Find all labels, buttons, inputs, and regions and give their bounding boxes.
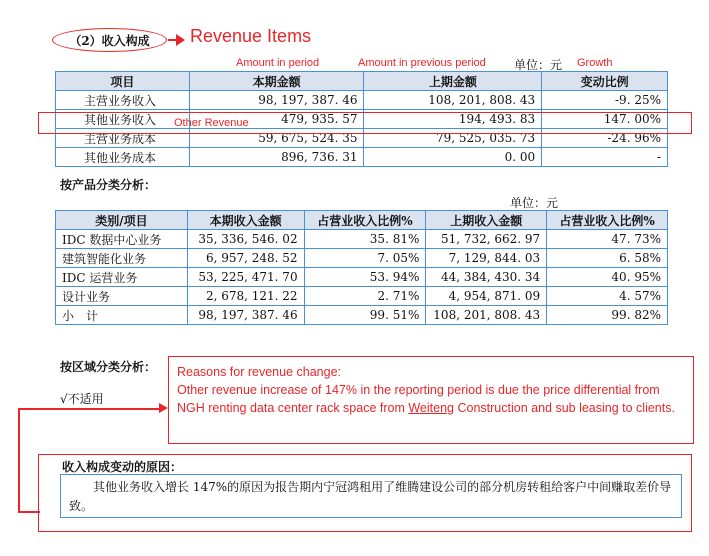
table-header: 本期收入金额 — [187, 211, 304, 230]
other-revenue-highlight — [38, 112, 692, 134]
table-row — [56, 230, 668, 249]
table-cell: 设计业务 — [56, 287, 188, 306]
table-header: 本期金额 — [189, 72, 364, 91]
table-header: 类别/项目 — [56, 211, 188, 230]
table-header: 上期金额 — [364, 72, 542, 91]
table-cell: 896, 736. 31 — [189, 148, 364, 167]
region-analysis-heading: 按区域分类分析： — [60, 360, 157, 374]
table-row — [56, 148, 668, 167]
table-cell: 44, 384, 430. 34 — [426, 268, 547, 287]
annotation-other-revenue: Other Revenue — [174, 117, 249, 129]
table-header-row — [56, 211, 668, 230]
table-row — [56, 287, 668, 306]
table-header-row — [56, 72, 668, 91]
table-cell: - — [542, 148, 668, 167]
table-header: 占营业收入比例% — [547, 211, 668, 230]
region-status: √不适用 — [60, 392, 104, 406]
table-cell: 主营业务成本 — [56, 129, 190, 148]
table-cell: 479, 935. 57 — [189, 110, 364, 129]
product-table — [55, 210, 668, 325]
reason-en-heading: Reasons for revenue change: — [177, 365, 341, 379]
table-cell: 6. 58% — [547, 249, 668, 268]
table-cell: 7. 05% — [304, 249, 426, 268]
table-cell: 其他业务收入 — [56, 110, 190, 129]
table-cell: 53. 94% — [304, 268, 426, 287]
reason-en-text: Other revenue increase of 147% in the reporting period is due the price differential from NGH renting data center rack space from Weiteng Construction and sub leasing to clients. — [177, 383, 675, 415]
table-cell: 建筑智能化业务 — [56, 249, 188, 268]
table-cell: 0. 00 — [364, 148, 542, 167]
table-cell: 4. 57% — [547, 287, 668, 306]
table-cell: IDC 数据中心业务 — [56, 230, 188, 249]
table-header: 变动比例 — [542, 72, 668, 91]
table-row — [56, 268, 668, 287]
table-cell: 35. 81% — [304, 230, 426, 249]
table-cell: 99. 82% — [547, 306, 668, 325]
table-row — [56, 249, 668, 268]
table-cell: 小 计 — [56, 306, 188, 325]
table-cell: 108, 201, 808. 43 — [426, 306, 547, 325]
table-cell: 98, 197, 387. 46 — [187, 306, 304, 325]
table-cell: 其他业务成本 — [56, 148, 190, 167]
table-cell: -9. 25% — [542, 91, 668, 110]
reason-en-box — [168, 356, 694, 444]
arrow-head-icon — [176, 34, 185, 46]
table-header: 项目 — [56, 72, 190, 91]
table-cell: 53, 225, 471. 70 — [187, 268, 304, 287]
table-row — [56, 306, 668, 325]
table-cell: 2, 678, 121. 22 — [187, 287, 304, 306]
arrow-head-icon — [159, 403, 168, 413]
table-cell: 47. 73% — [547, 230, 668, 249]
table-cell: 40. 95% — [547, 268, 668, 287]
table-header: 占营业收入比例% — [304, 211, 426, 230]
table-cell: 147. 00% — [542, 110, 668, 129]
table-cell: 194, 493. 83 — [364, 110, 542, 129]
product-unit: 单位：元 — [510, 196, 559, 210]
table-cell: 4, 954, 871. 09 — [426, 287, 547, 306]
connector-line — [18, 511, 40, 513]
product-analysis-heading: 按产品分类分析： — [60, 178, 157, 192]
table-cell: 51, 732, 662. 97 — [426, 230, 547, 249]
section-heading: （2）收入构成 — [52, 28, 167, 52]
annotation-growth: Growth — [577, 57, 613, 69]
table-cell: 35, 336, 546. 02 — [187, 230, 304, 249]
connector-line — [18, 408, 20, 512]
table-cell: 7, 129, 844. 03 — [426, 249, 547, 268]
table-cell: 主营业务收入 — [56, 91, 190, 110]
annotation-amount-current: Amount in period — [236, 57, 320, 69]
table-cell: 98, 197, 387. 46 — [189, 91, 364, 110]
table-header: 上期收入金额 — [426, 211, 547, 230]
table-cell: 108, 201, 808. 43 — [364, 91, 542, 110]
table-cell: 6, 957, 248. 52 — [187, 249, 304, 268]
table-cell: IDC 运营业务 — [56, 268, 188, 287]
annotation-amount-previous: Amount in previous period — [358, 57, 486, 69]
revenue-items-title: Revenue Items — [190, 26, 312, 46]
reason-cn-text: 其他业务收入增长 147%的原因为报告期内宁冠鸿租用了维腾建设公司的部分机房转租给客户中间赚取差价导致。 — [60, 474, 682, 518]
table1-unit: 单位：元 — [514, 58, 563, 72]
table-cell: 79, 525, 035. 73 — [364, 129, 542, 148]
table-cell: 99. 51% — [304, 306, 426, 325]
table-row — [56, 91, 668, 110]
reason-cn-heading: 收入构成变动的原因： — [62, 460, 183, 474]
connector-line — [18, 408, 163, 410]
table-cell: -24. 96% — [542, 129, 668, 148]
table-cell: 59, 675, 524. 35 — [189, 129, 364, 148]
table-cell: 2. 71% — [304, 287, 426, 306]
